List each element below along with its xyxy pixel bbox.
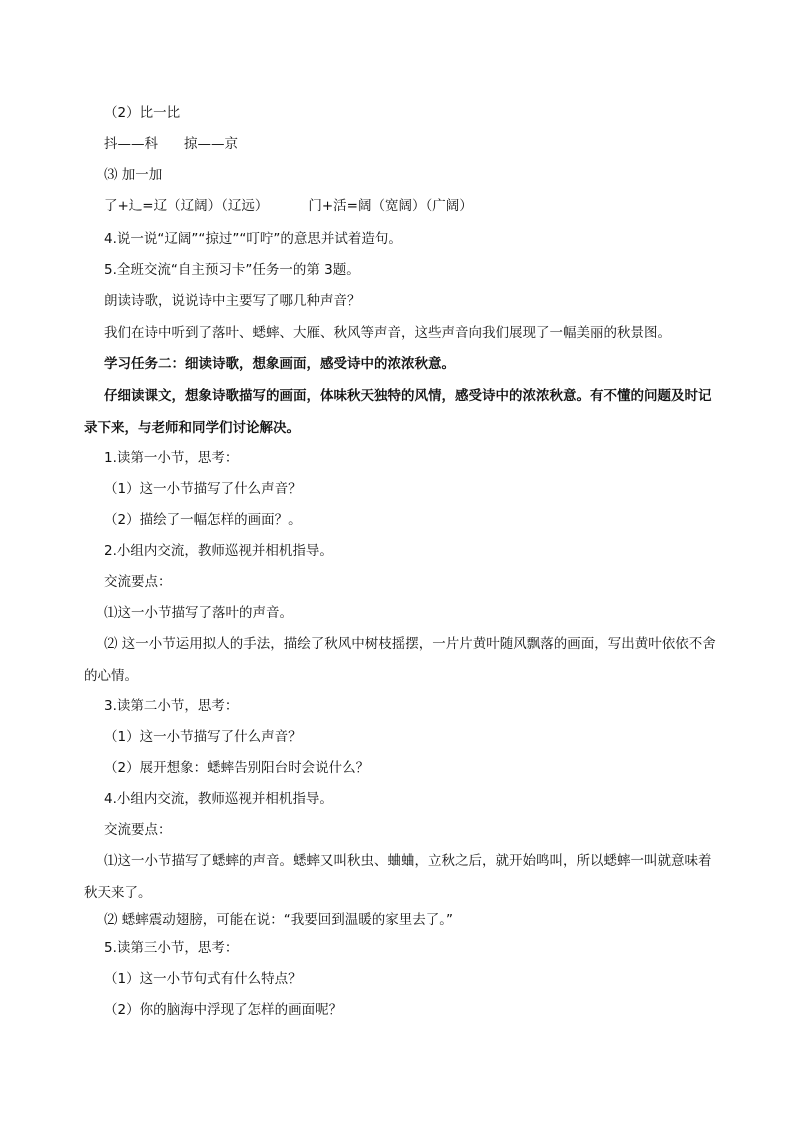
key-points-1: 交流要点： [104,574,172,590]
stanza-two-q1: （1）这一小节描写了什么声音？ [104,729,302,745]
compare-pair-1: 抖——科 [104,136,158,152]
add-item-1: 了+辶=辽（辽阔）（辽远） [104,198,269,214]
add-heading: ⑶ 加一加 [104,167,163,183]
stanza-three-prompt: 5.读第三小节，思考： [104,940,239,956]
compare-pairs [104,136,238,152]
key-point-2-2: ⑵ 蟋蟀震动翅膀，可能在说：“我要回到温暖的家里去了。” [104,912,454,928]
task-two-instruction: 仔细读课文，想象诗歌描写的画面，体味秋天独特的风情，感受诗中的浓浓秋意。有不懂的问题及时记录下来，与老师和同学们讨论解决。 [84,388,712,436]
stanza-two-q2: （2）展开想象：蟋蟀告别阳台时会说什么？ [104,760,370,776]
key-points-2: 交流要点： [104,822,172,838]
group-discuss-1: 2.小组内交流，教师巡视并相机指导。 [104,543,333,559]
key-point-1-2: ⑵ 这一小节运用拟人的手法，描绘了秋风中树枝摇摆，一片片黄叶随风飘落的画面，写出黄叶依依不舍的心情。 [84,636,716,684]
key-point-1-1: ⑴这一小节描写了落叶的声音。 [104,605,293,621]
stanza-one-q2: （2）描绘了一幅怎样的画面？。 [104,512,302,528]
stanza-one-q1: （1）这一小节描写了什么声音？ [104,481,302,497]
compare-heading: （2）比一比 [104,105,181,121]
task-two-heading: 学习任务二：细读诗歌，想象画面，感受诗中的浓浓秋意。 [104,356,455,372]
add-item-2: 门+活=阔（宽阔）（广阔） [308,198,473,214]
explain-words-task: 4.说一说“辽阔”“掠过”“叮咛”的意思并试着造句。 [104,231,402,247]
compare-pair-2: 掠——京 [184,136,238,152]
add-items [104,198,473,214]
stanza-two-prompt: 3.读第二小节，思考： [104,698,239,714]
key-point-2-1: ⑴这一小节描写了蟋蟀的声音。蟋蟀又叫秋虫、蛐蛐，立秋之后，就开始鸣叫，所以蟋蟀一叫就意味着秋天来了。 [84,853,712,901]
stanza-three-q1: （1）这一小节句式有什么特点？ [104,971,302,987]
read-aloud-question: 朗读诗歌，说说诗中主要写了哪几种声音？ [104,293,361,309]
class-share-task: 5.全班交流“自主预习卡”任务一的第 3题。 [104,262,360,278]
sounds-answer: 我们在诗中听到了落叶、蟋蟀、大雁、秋风等声音，这些声音向我们展现了一幅美丽的秋景图。 [104,325,671,341]
group-discuss-2: 4.小组内交流，教师巡视并相机指导。 [104,791,333,807]
stanza-one-prompt: 1.读第一小节，思考： [104,450,239,466]
stanza-three-q2: （2）你的脑海中浮现了怎样的画面呢？ [104,1002,343,1018]
